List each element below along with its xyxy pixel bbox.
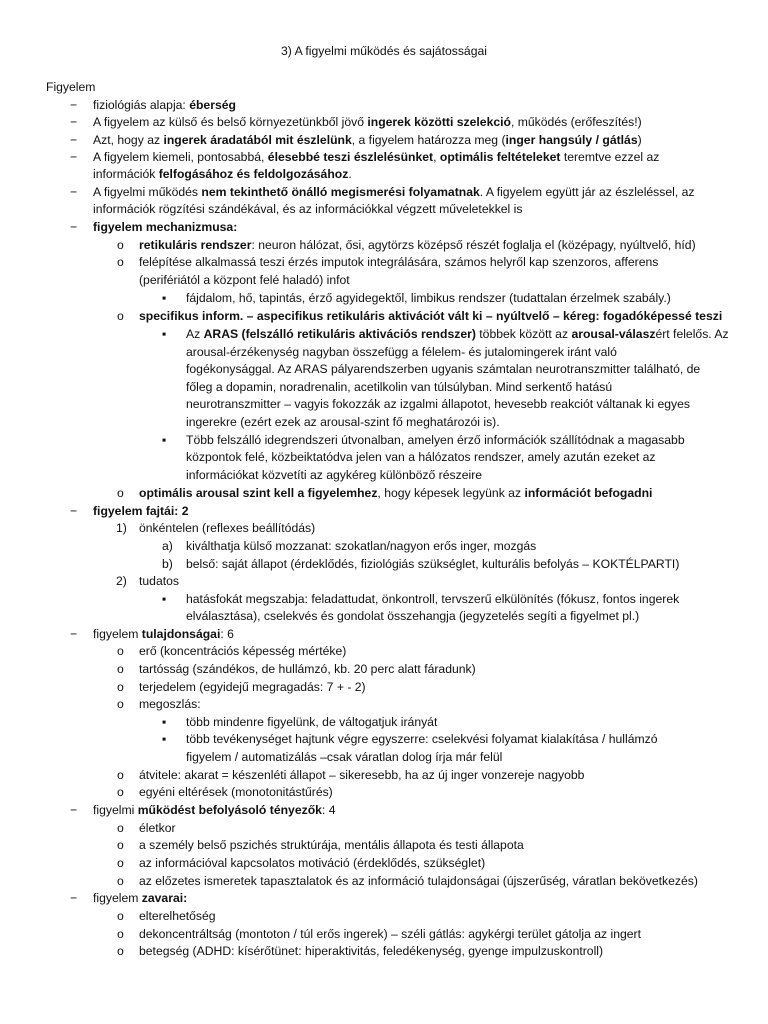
dash-bullet: − [70,891,78,905]
text-line: neurotranszmitter – vagyis fokozzák az izgalmi állapotot, hevesebb reakciót váltanak ki egyes [186,397,691,411]
circle-bullet: o [117,944,124,958]
text-line: tartósság (szándékos, de hullámzó, kb. 20 perc alatt fáradunk) [139,662,476,676]
text-line: Azt, hogy az ingerek áradatából mit észlelünk, a figyelem határozza meg (inger hangsúly / gátlás) [93,133,642,147]
text-line: központok felé, közbeiktatódva jelen van a hálózatos rendszer, amely azután ezeket az [186,450,656,464]
text-line: ingerekre (ezért ezek az arousal-szint fő meghatározói is). [186,415,500,429]
text-line: információk felfogásához és feldolgozásához. [93,167,352,181]
circle-bullet: o [117,821,124,835]
text-line: megoszlás: [139,697,201,711]
circle-bullet: o [117,856,124,870]
square-bullet: ▪ [162,592,167,606]
circle-bullet: o [117,309,124,323]
text-line: figyelem / automatizálás –csak váratlan dolog írja már felül [186,750,503,764]
letter-marker: b) [162,557,173,571]
text-line: figyelmi működést befolyásoló tényezők: 4 [93,803,336,817]
dash-bullet: − [70,98,78,112]
text-line: az előzetes ismeretek tapasztalatok és az információ tulajdonságai (újszerűség, váratlan bekövetkezés) [139,874,698,888]
dash-bullet: − [70,220,78,234]
text-line: hatásfokát megszabja: feladattudat, önkontroll, tervszerű elkülönítés (fókusz, fontos ingerek [186,592,680,606]
text-line: figyelem mechanizmusa: [93,220,238,234]
square-bullet: ▪ [162,291,167,305]
text-line: fiziológiás alapja: éberség [93,98,236,112]
text-line: fájdalom, hő, tapintás, érző agyidegektől, limbikus rendszer (tudattalan érzelmek szabály.) [186,291,671,305]
text-line: átvitele: akarat = készenléti állapot – sikeresebb, ha az új inger vonzereje nagyobb [139,768,585,782]
text-line: terjedelem (egyidejű megragadás: 7 + - 2) [139,680,366,694]
circle-bullet: o [117,874,124,888]
text-line: A figyelmi működés nem tekinthető önálló megismerési folyamatnak. A figyelem együtt jár az észleléssel, az [93,185,695,199]
text-line: több mindenre figyelünk, de váltogatjuk irányát [186,715,438,729]
circle-bullet: o [117,238,124,252]
dash-bullet: − [70,150,78,164]
square-bullet: ▪ [162,732,167,746]
text-line: arousal-érzékenység nagyban összefügg a félelem- és jutalomingerek iránt való [186,345,617,359]
text-line: Több felszálló idegrendszeri útvonalban, amelyen érző információk szállítódnak a magasabb [186,433,685,447]
circle-bullet: o [117,909,124,923]
dash-bullet: − [70,504,78,518]
text-line: figyelem fajtái: 2 [93,504,189,518]
circle-bullet: o [117,486,124,500]
dash-bullet: − [70,627,78,641]
text-line: figyelem zavarai: [93,891,188,905]
text-line: fogékonysággal. Az ARAS pályarendszerben ugyanis számtalan neurotranszmitter található, de [186,362,701,376]
square-bullet: ▪ [162,433,167,447]
number-marker: 1) [116,521,127,535]
text-line: dekoncentráltság (montoton / túl erős ingerek) – széli gátlás: agykérgi terület gátolja az ingert [139,927,641,941]
text-line: betegség (ADHD: kísérőtünet: hiperaktivitás, feledékenység, gyenge impulzuskontroll) [139,944,604,958]
text-line: elválasztása), cselekvés és gondolat összehangja (jegyzetelés segíti a figyelmet pl.) [186,609,640,623]
dash-bullet: − [70,803,78,817]
text-line: belső: saját állapot (érdeklődés, fiziológiás szükséglet, kulturális befolyás – KOKTÉLPARTI) [186,557,680,571]
text-line: erő (koncentrációs képesség mértéke) [139,644,347,658]
dash-bullet: − [70,185,78,199]
text-line: információk rögzítési szándékával, és az információkkal végzett műveletekkel is [93,202,523,216]
text-line: A figyelem kiemeli, pontosabbá, élesebbé teszi észlelésünket, optimális feltételeket teremtve ezzel az [93,150,660,164]
circle-bullet: o [117,838,124,852]
page-title: 3) A figyelmi működés és sajátosságai [281,44,487,58]
text-line: retikuláris rendszer: neuron hálózat, ősi, agytörzs középső részét foglalja el (középagy, nyúltvelő, híd) [139,238,696,252]
circle-bullet: o [117,927,124,941]
circle-bullet: o [117,662,124,676]
circle-bullet: o [117,680,124,694]
square-bullet: ▪ [162,327,167,341]
dash-bullet: − [70,133,78,147]
text-line: specifikus inform. – aspecifikus retikuláris aktivációt vált ki – nyúltvelő – kéreg: fogadóképessé teszi [139,309,723,323]
text-line: elterelhetőség [139,909,216,923]
text-line: optimális arousal szint kell a figyelemhez, hogy képesek legyünk az információt befogadni [139,486,653,500]
text-line: főleg a dopamin, noradrenalin, acetilkolin van túlsúlyban. Mind serkentő hatású [186,380,613,394]
text-line: A figyelem az külső és belső környezetünkből jövő ingerek közötti szelekció, működés (erőfeszítés!) [93,115,642,129]
text-line: az információval kapcsolatos motiváció (érdeklődés, szükséglet) [139,856,486,870]
number-marker: 2) [116,574,127,588]
text-line: több tevékenységet hajtunk végre egyszerre: cselekvési folyamat kialakítása / hullámzó [186,732,658,746]
circle-bullet: o [117,697,124,711]
circle-bullet: o [117,768,124,782]
text-line: felépítése alkalmassá teszi érzés imputok integrálására, számos helyről kap szenzoros, afferens [139,255,659,269]
text-line: önkéntelen (reflexes beállítódás) [139,521,316,535]
circle-bullet: o [117,644,124,658]
text-line: kiválthatja külső mozzanat: szokatlan/nagyon erős inger, mozgás [186,539,537,553]
square-bullet: ▪ [162,715,167,729]
text-line: (perifériától a központ felé haladó) infot [139,273,350,287]
text-line: tudatos [139,574,179,588]
dash-bullet: − [70,115,78,129]
text-line: Az ARAS (felszálló retikuláris aktivációs rendszer) többek között az arousal-válaszért felelős. Az [186,327,729,341]
letter-marker: a) [162,539,173,553]
text-line: egyéni eltérések (monotonitástűrés) [139,785,333,799]
section-heading: Figyelem [46,80,96,94]
text-line: figyelem tulajdonságai: 6 [93,627,234,641]
circle-bullet: o [117,785,124,799]
text-line: életkor [139,821,176,835]
circle-bullet: o [117,255,124,269]
text-line: a személy belső pszichés struktúrája, mentális állapota és testi állapota [139,838,524,852]
text-line: információkat közvetíti az agykéreg különböző részeire [186,468,483,482]
